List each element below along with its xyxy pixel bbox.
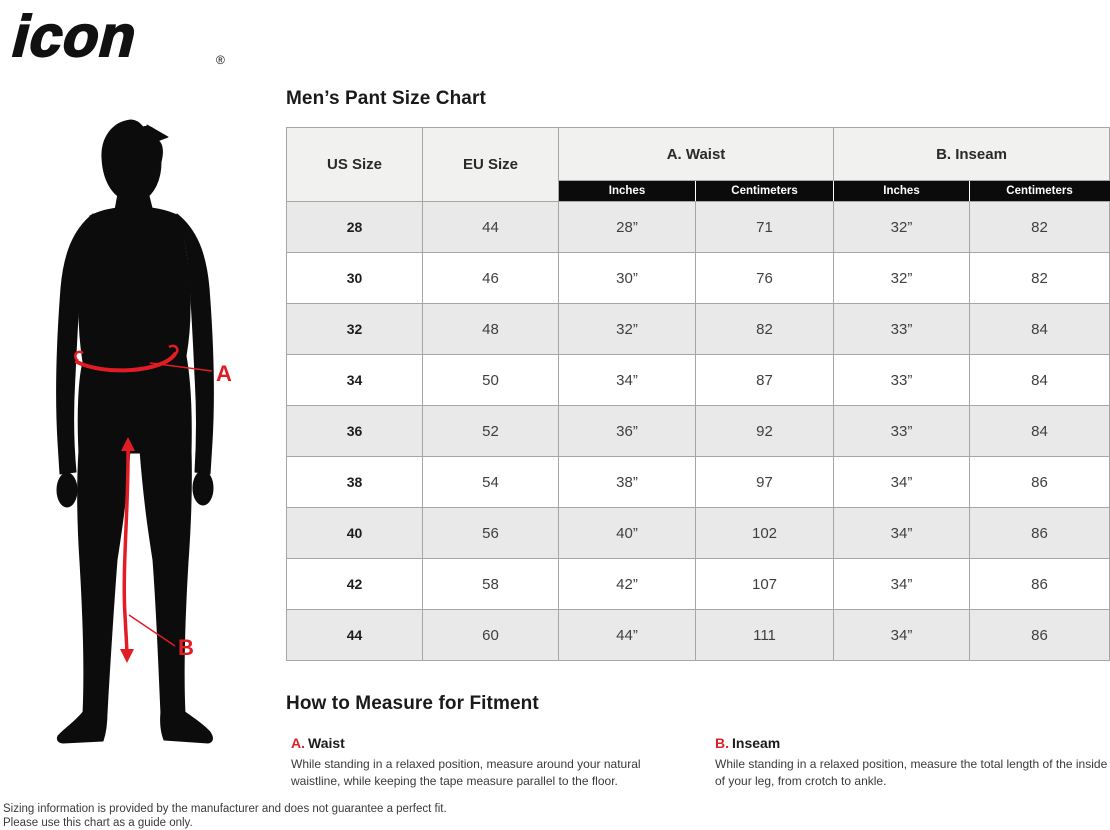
page-title: Men’s Pant Size Chart (286, 88, 486, 109)
cell-waist-in: 32” (559, 304, 696, 355)
waist-label-a: A (216, 361, 232, 386)
cell-waist-in: 40” (559, 508, 696, 559)
main-content (286, 88, 1109, 791)
cell-inseam-in: 34” (834, 508, 970, 559)
cell-us: 28 (287, 202, 423, 253)
cell-us: 42 (287, 559, 423, 610)
cell-waist-in: 44” (559, 610, 696, 661)
subheader-waist-inches: Inches (559, 181, 696, 202)
cell-inseam-cm: 84 (970, 304, 1110, 355)
header-eu-size: EU Size (423, 128, 559, 202)
cell-inseam-cm: 86 (970, 610, 1110, 661)
cell-waist-in: 30” (559, 253, 696, 304)
cell-inseam-cm: 86 (970, 508, 1110, 559)
measure-section-title: How to Measure for Fitment (286, 693, 539, 714)
size-chart-table (286, 127, 1110, 661)
inseam-instruction-text: While standing in a relaxed position, measure the total length of the inside of your leg, from crotch to ankle. (715, 757, 1108, 789)
cell-waist-cm: 102 (696, 508, 834, 559)
cell-inseam-cm: 86 (970, 559, 1110, 610)
registered-mark: ® (216, 53, 225, 67)
measure-instructions (286, 735, 1109, 791)
cell-us: 32 (287, 304, 423, 355)
cell-waist-in: 34” (559, 355, 696, 406)
cell-eu: 48 (423, 304, 559, 355)
cell-waist-cm: 71 (696, 202, 834, 253)
cell-waist-cm: 87 (696, 355, 834, 406)
cell-waist-cm: 92 (696, 406, 834, 457)
cell-waist-in: 28” (559, 202, 696, 253)
cell-inseam-in: 33” (834, 355, 970, 406)
cell-eu: 46 (423, 253, 559, 304)
table-row (287, 508, 1110, 559)
cell-inseam-in: 34” (834, 457, 970, 508)
cell-eu: 44 (423, 202, 559, 253)
measurement-figure (15, 110, 265, 755)
header-inseam-group: B. Inseam (834, 128, 1110, 181)
header-us-size: US Size (287, 128, 423, 202)
cell-waist-cm: 107 (696, 559, 834, 610)
cell-inseam-in: 32” (834, 202, 970, 253)
cell-waist-in: 38” (559, 457, 696, 508)
brand-logo (2, 4, 242, 70)
cell-inseam-cm: 84 (970, 406, 1110, 457)
cell-us: 40 (287, 508, 423, 559)
cell-eu: 54 (423, 457, 559, 508)
cell-eu: 50 (423, 355, 559, 406)
disclaimer-line-1: Sizing information is provided by the manufacturer and does not guarantee a perfect fit. (3, 803, 447, 815)
header-waist-group: A. Waist (559, 128, 834, 181)
cell-inseam-cm: 86 (970, 457, 1110, 508)
cell-waist-cm: 97 (696, 457, 834, 508)
table-row (287, 457, 1110, 508)
waist-instruction-title (291, 735, 685, 751)
icon-logo-graphic (2, 4, 242, 70)
waist-title-text: Waist (308, 735, 345, 751)
subheader-waist-centimeters: Centimeters (696, 181, 834, 202)
cell-waist-cm: 82 (696, 304, 834, 355)
subheader-inseam-centimeters: Centimeters (970, 181, 1110, 202)
icon-logo-text: icon (5, 4, 145, 69)
waist-instruction (291, 735, 685, 791)
table-row (287, 406, 1110, 457)
inseam-label-b: B (178, 635, 194, 660)
cell-eu: 52 (423, 406, 559, 457)
inseam-instruction-title (715, 735, 1109, 751)
cell-waist-in: 36” (559, 406, 696, 457)
cell-inseam-cm: 84 (970, 355, 1110, 406)
cell-eu: 58 (423, 559, 559, 610)
cell-us: 36 (287, 406, 423, 457)
cell-us: 30 (287, 253, 423, 304)
sizing-disclaimer (3, 802, 447, 830)
table-row (287, 253, 1110, 304)
table-row (287, 202, 1110, 253)
waist-letter: A. (291, 735, 305, 751)
cell-inseam-in: 33” (834, 406, 970, 457)
cell-eu: 56 (423, 508, 559, 559)
table-row (287, 559, 1110, 610)
cell-inseam-in: 34” (834, 559, 970, 610)
table-row (287, 610, 1110, 661)
inseam-instruction (715, 735, 1109, 791)
inseam-letter: B. (715, 735, 729, 751)
table-row (287, 304, 1110, 355)
waist-instruction-text: While standing in a relaxed position, measure around your natural waistline, while keeping the tape measure parallel to the floor. (291, 757, 641, 789)
cell-waist-cm: 76 (696, 253, 834, 304)
cell-waist-cm: 111 (696, 610, 834, 661)
cell-us: 34 (287, 355, 423, 406)
cell-inseam-cm: 82 (970, 202, 1110, 253)
disclaimer-line-2: Please use this chart as a guide only. (3, 817, 193, 829)
inseam-title-text: Inseam (732, 735, 781, 751)
cell-inseam-in: 33” (834, 304, 970, 355)
cell-inseam-cm: 82 (970, 253, 1110, 304)
body-silhouette-diagram (15, 110, 265, 755)
cell-inseam-in: 34” (834, 610, 970, 661)
subheader-inseam-inches: Inches (834, 181, 970, 202)
table-row (287, 355, 1110, 406)
cell-waist-in: 42” (559, 559, 696, 610)
cell-inseam-in: 32” (834, 253, 970, 304)
cell-eu: 60 (423, 610, 559, 661)
cell-us: 44 (287, 610, 423, 661)
cell-us: 38 (287, 457, 423, 508)
